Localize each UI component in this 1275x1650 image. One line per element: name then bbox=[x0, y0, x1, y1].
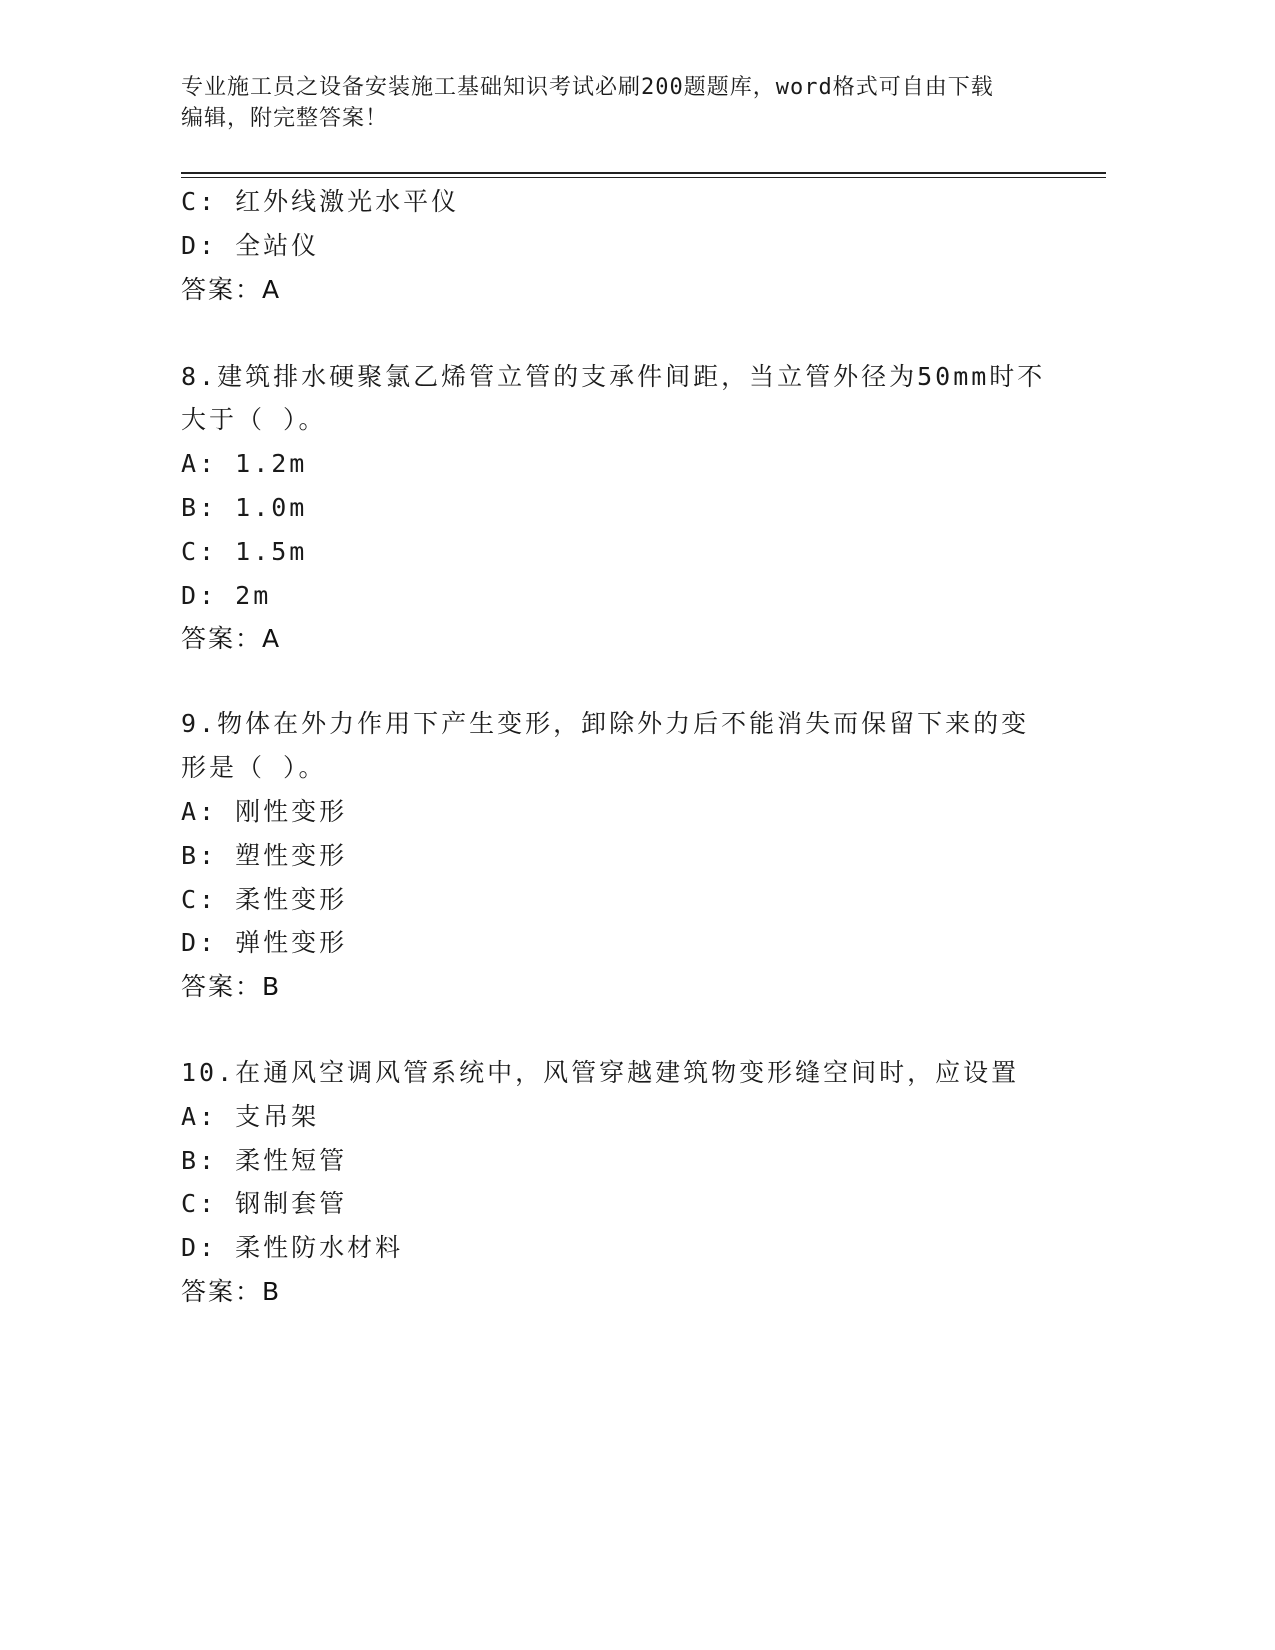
question-9-stem-line-1: 9.物体在外力作用下产生变形，卸除外力后不能消失而保留下来的变 bbox=[181, 709, 1030, 738]
header-line-1: 专业施工员之设备安装施工基础知识考试必刷200题题库，word格式可自由下载 bbox=[181, 75, 994, 100]
question-9-stem-line-2: 形是（ ）。 bbox=[181, 753, 327, 782]
header-line-2: 编辑，附完整答案！ bbox=[181, 106, 389, 131]
question-9-option-d: D: 弹性变形 bbox=[181, 928, 348, 957]
question-8-stem-line-2: 大于（ ）。 bbox=[181, 405, 327, 434]
document-header bbox=[181, 72, 1061, 134]
question-8-option-b: B: 1.0m bbox=[181, 493, 308, 522]
question-8-answer: 答案：A bbox=[181, 624, 282, 653]
question-10-answer: 答案：B bbox=[181, 1277, 282, 1306]
option-d: D: 全站仪 bbox=[181, 231, 320, 260]
question-8-option-c: C: 1.5m bbox=[181, 537, 308, 566]
question-9-option-c: C: 柔性变形 bbox=[181, 885, 348, 914]
question-10-stem-line-1: 10.在通风空调风管系统中，风管穿越建筑物变形缝空间时，应设置 bbox=[181, 1058, 1020, 1087]
option-c: C: 红外线激光水平仪 bbox=[181, 187, 460, 216]
question-10-option-b: B: 柔性短管 bbox=[181, 1146, 348, 1175]
header-divider-thin bbox=[181, 177, 1106, 178]
question-8-option-d: D: 2m bbox=[181, 581, 272, 610]
question-10-option-a: A: 支吊架 bbox=[181, 1102, 320, 1131]
header-divider-thick bbox=[181, 172, 1106, 174]
question-9-option-b: B: 塑性变形 bbox=[181, 841, 348, 870]
answer-label: 答案：A bbox=[181, 275, 282, 304]
question-8-stem-line-1: 8.建筑排水硬聚氯乙烯管立管的支承件间距，当立管外径为50mm时不 bbox=[181, 362, 1046, 391]
question-9-answer: 答案：B bbox=[181, 972, 282, 1001]
question-10-option-d: D: 柔性防水材料 bbox=[181, 1233, 404, 1262]
question-8-option-a: A: 1.2m bbox=[181, 449, 308, 478]
question-9-option-a: A: 刚性变形 bbox=[181, 797, 348, 826]
question-10-option-c: C: 钢制套管 bbox=[181, 1189, 348, 1218]
